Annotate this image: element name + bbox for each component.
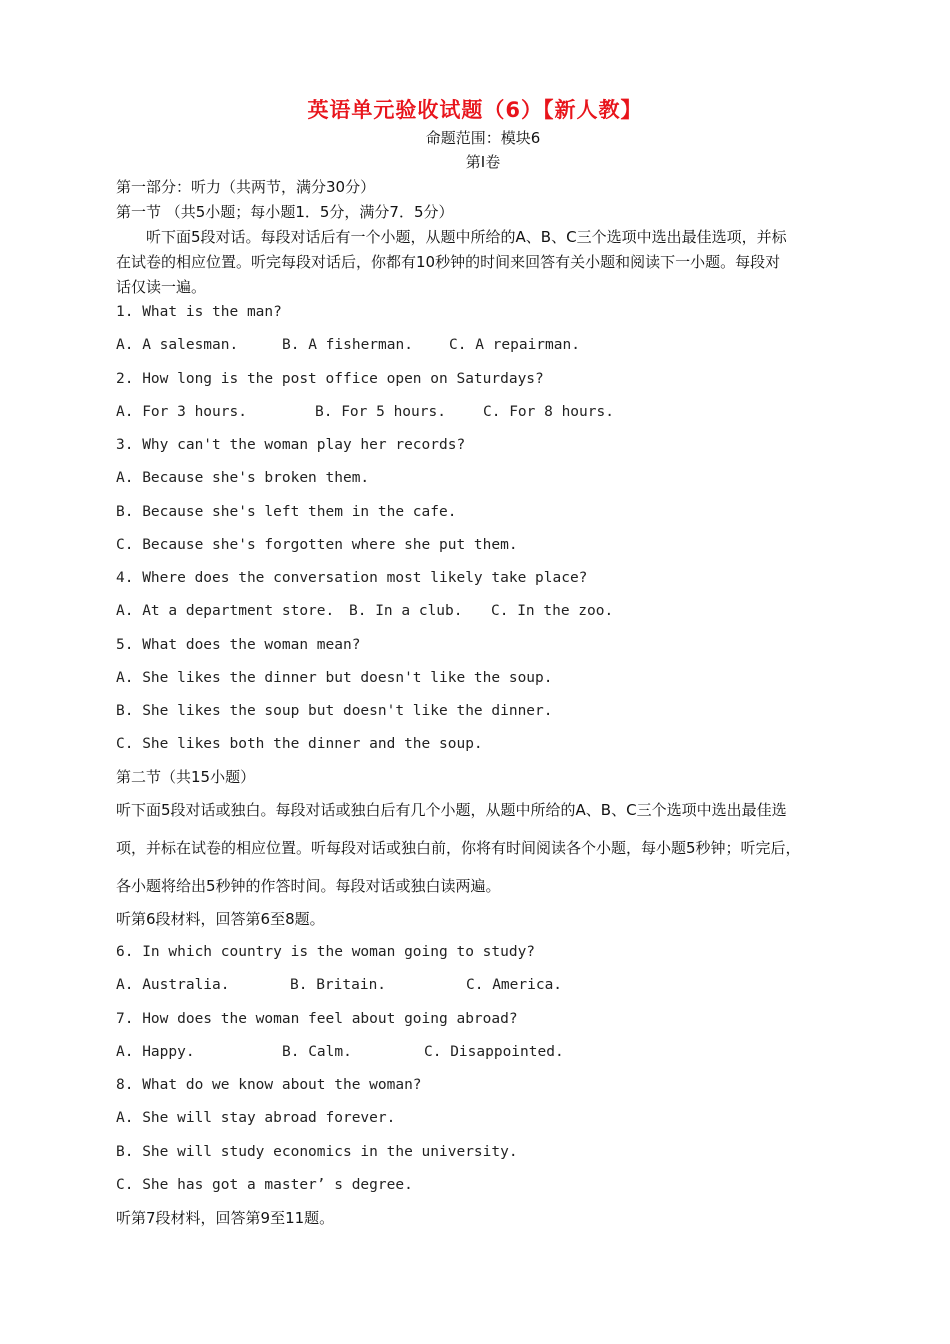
question-7-option-c: C. Disappointed. [424,1044,564,1060]
question-6-option-a: A. Australia. [116,977,230,993]
section1-instructions-line3: 话仅读一遍。 [116,278,207,296]
question-7-stem: 7. How does the woman feel about going abroad? [116,1011,518,1027]
question-7-option-a: A. Happy. [116,1044,195,1060]
question-3-option-c: C. Because she's forgotten where she put them. [116,537,518,553]
question-5-option-a: A. She likes the dinner but doesn't like the soup. [116,670,553,686]
page-title: 英语单元验收试题（6）【新人教】 [307,98,643,122]
material-6-note: 听第6段材料，回答第6至8题。 [116,910,325,928]
question-4-stem: 4. Where does the conversation most likely take place? [116,570,588,586]
question-4-option-b: B. In a club. [349,603,463,619]
question-6-stem: 6. In which country is the woman going to study? [116,944,536,960]
scope-line: 命题范围：模块6 [425,129,541,147]
volume-label: 第Ⅰ卷 [465,153,501,171]
section1-instructions-line1: 听下面5段对话。每段对话后有一个小题，从题中所给的A、B、C三个选项中选出最佳选项，并标 [146,228,787,246]
question-1-option-a: A. A salesman. [116,337,239,353]
question-5-option-b: B. She likes the soup but doesn't like the dinner. [116,703,553,719]
question-6-option-b: B. Britain. [290,977,387,993]
question-8-option-b: B. She will study economics in the university. [116,1144,518,1160]
question-1-stem: 1. What is the man? [116,304,282,320]
question-8-option-a: A. She will stay abroad forever. [116,1110,396,1126]
section1-heading: 第一节 （共5小题；每小题1．5分，满分7．5分） [116,203,454,221]
question-1-option-b: B. A fisherman. [282,337,413,353]
question-1-option-c: C. A repairman. [449,337,580,353]
question-5-stem: 5. What does the woman mean? [116,637,361,653]
question-7-option-b: B. Calm. [282,1044,352,1060]
question-8-option-c: C. She has got a master’ s degree. [116,1177,413,1193]
part1-heading: 第一部分：听力（共两节，满分30分） [116,178,376,196]
section2-heading: 第二节（共15小题） [116,768,256,786]
question-8-stem: 8. What do we know about the woman? [116,1077,422,1093]
question-4-option-a: A. At a department store. [116,603,335,619]
question-2-option-a: A. For 3 hours. [116,404,247,420]
question-2-option-b: B. For 5 hours. [315,404,446,420]
question-3-stem: 3. Why can't the woman play her records? [116,437,466,453]
question-2-stem: 2. How long is the post office open on Saturdays? [116,371,544,387]
question-2-option-c: C. For 8 hours. [483,404,614,420]
question-3-option-a: A. Because she's broken them. [116,470,370,486]
section1-instructions-line2: 在试卷的相应位置。听完每段对话后，你都有10秒钟的时间来回答有关小题和阅读下一小题。每段对 [116,253,781,271]
section2-instructions-line3: 各小题将给出5秒钟的作答时间。每段对话或独白读两遍。 [116,877,501,895]
question-5-option-c: C. She likes both the dinner and the soup. [116,736,483,752]
material-7-note: 听第7段材料，回答第9至11题。 [116,1209,335,1227]
question-6-option-c: C. America. [466,977,563,993]
section2-instructions-line1: 听下面5段对话或独白。每段对话或独白后有几个小题，从题中所给的A、B、C三个选项中选出最佳选 [116,801,787,819]
section2-instructions-line2: 项，并标在试卷的相应位置。听每段对话或独白前，你将有时间阅读各个小题，每小题5秒钟；听完后， [116,839,801,857]
question-4-option-c: C. In the zoo. [491,603,614,619]
question-3-option-b: B. Because she's left them in the cafe. [116,504,457,520]
